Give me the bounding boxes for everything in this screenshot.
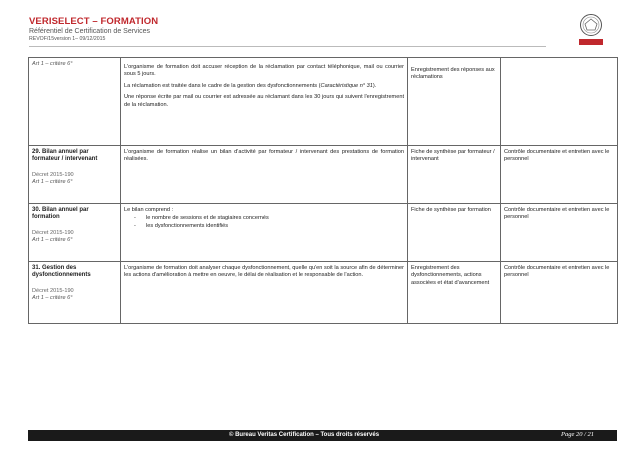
page-footer [28,430,617,441]
document-subtitle: Référentiel de Certification de Services [29,28,151,35]
page-number: Page 20 / 21 [561,431,595,438]
table-row [29,262,618,324]
method-text: Contrôle documentaire et entretien avec le personnel [504,149,610,163]
description-paragraph: L'organisme de formation doit accuser réception de la réclamation par contact téléphonique, mail ou courrier sous 5 jours. [124,64,404,78]
header-divider [29,46,546,47]
document-reference: REVOF/15version 1– 09/12/2015 [29,36,106,42]
method-cell [501,262,618,324]
method-cell [501,146,618,204]
criterion-cell [29,58,121,146]
copyright-text: © Bureau Veritas Certification – Tous droits réservés [229,432,380,438]
description-paragraph: Une réponse écrite par mail ou courrier est adressée au réclamant dans les 30 jours qui suivent l'enregistrement de la réclamation. [124,94,404,108]
description-cell [121,146,408,204]
criterion-label: Art 1 – critère 6° [32,295,73,302]
criterion-label: Art 1 – critère 6° [32,61,73,67]
requirement-title: 30. Bilan annuel par formation [32,207,89,221]
criterion-cell [29,262,121,324]
description-paragraph: La réclamation est traitée dans le cadre de la gestion des dysfonctionnements (Caractéristique n° 31). [124,82,377,89]
evidence-text: Fiche de synthèse par formateur / intervenant [411,149,495,163]
requirements-table [28,57,618,324]
description-text: L'organisme de formation doit analyser chaque dysfonctionnement, quelle qu'en soit la source afin de déterminer les actions d'amélioration à mettre en oeuvre, le délai de réalisation et le responsable de l'action. [124,265,404,279]
table-row [29,146,618,204]
evidence-cell [408,146,501,204]
list-item: - le nombre de sessions et de stagiaires concernés [146,215,404,222]
decree-label: Décret 2015-190 [32,229,74,236]
list-item: - les dysfonctionnements identifiés [146,223,404,230]
description-cell [121,204,408,262]
method-cell [501,58,618,146]
evidence-text: Enregistrement des réponses aux réclamations [411,67,495,81]
criterion-label: Art 1 – critère 6° [32,179,73,186]
description-text: L'organisme de formation réalise un bilan d'activité par formateur / intervenant des prestations de formation réalisées. [124,149,404,163]
evidence-cell [408,262,501,324]
document-header [29,16,158,42]
bureau-veritas-logo [571,12,611,48]
method-text: Contrôle documentaire et entretien avec le personnel [504,265,610,279]
decree-label: Décret 2015-190 [32,287,74,294]
evidence-text: Fiche de synthèse par formation [411,207,491,213]
evidence-text: Enregistrement des dysfonctionnements, actions associées et état d'avancement [411,265,490,286]
criterion-label: Art 1 – critère 6° [32,237,73,244]
requirement-title: 31. Gestion des dysfonctionnements [32,265,91,279]
evidence-cell [408,204,501,262]
criterion-cell [29,146,121,204]
bullet-list [124,215,404,230]
description-cell [121,58,408,146]
requirement-title: 29. Bilan annuel par formateur / intervenant [32,149,98,163]
document-title: VERISELECT – FORMATION [29,16,159,27]
criterion-cell [29,204,121,262]
table-row [29,204,618,262]
method-cell [501,204,618,262]
evidence-cell [408,58,501,146]
description-cell [121,262,408,324]
description-text: Le bilan comprend : [124,207,174,213]
table-row [29,58,618,146]
method-text: Contrôle documentaire et entretien avec le personnel [504,207,610,221]
decree-label: Décret 2015-190 [32,171,74,178]
